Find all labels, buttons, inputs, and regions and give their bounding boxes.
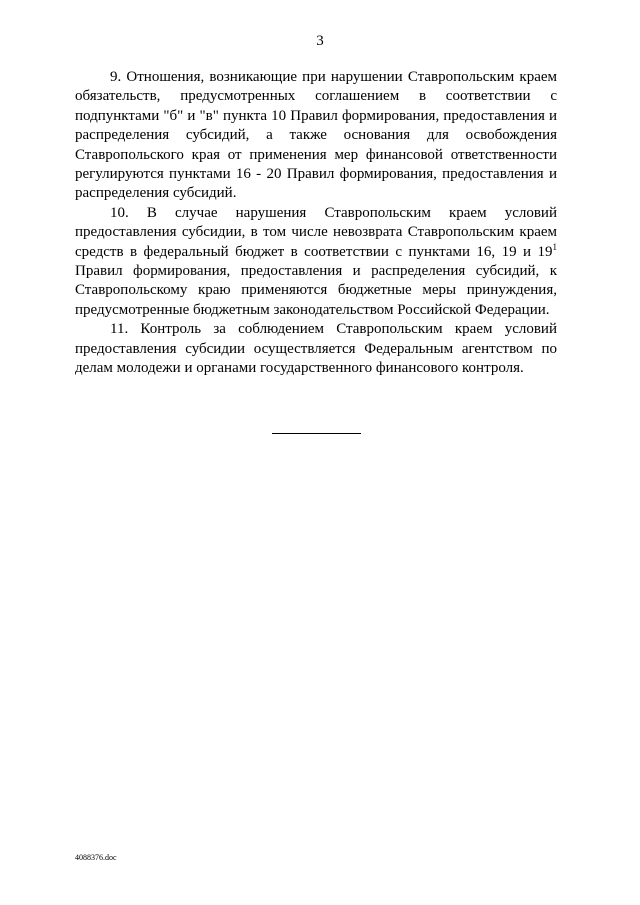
paragraph-10: [75, 204, 557, 320]
end-of-document-rule: [272, 433, 361, 434]
paragraph-11: 11. Контроль за соблюдением Ставропольским краем условий предоставления субсидии осуществляется Федеральным агентством по делам молодежи и органами государственного финансового контроля.: [75, 321, 557, 377]
page-number: 3: [316, 33, 324, 49]
paragraph-10-text-continued: Правил формирования, предоставления и распределения субсидий, к Ставропольскому краю применяются бюджетные меры принуждения, предусмотренные бюджетным законодательством Российской Федерации.: [75, 263, 557, 318]
footnote-superscript: 1: [552, 241, 557, 252]
paragraph-9: 9. Отношения, возникающие при нарушении Ставропольским краем обязательств, предусмотренных соглашением в соответствии с подпунктами "б" и "в" пункта 10 Правил формирования, предоставления и распределения субсидий, а также основания для освобождения Ставропольского края от применения мер финансовой ответственности регулируются пунктами 16 - 20 Правил формирования, предоставления и распределения субсидий.: [75, 69, 557, 202]
paragraph-10-text: 10. В случае нарушения Ставропольским краем условий предоставления субсидии, в том числе невозврата Ставропольским краем средств в федеральный бюджет в соответствии с пунктами 16, 19 и 19: [75, 204, 557, 260]
file-code: 4088376.doc: [75, 853, 117, 862]
document-body: [75, 68, 557, 379]
